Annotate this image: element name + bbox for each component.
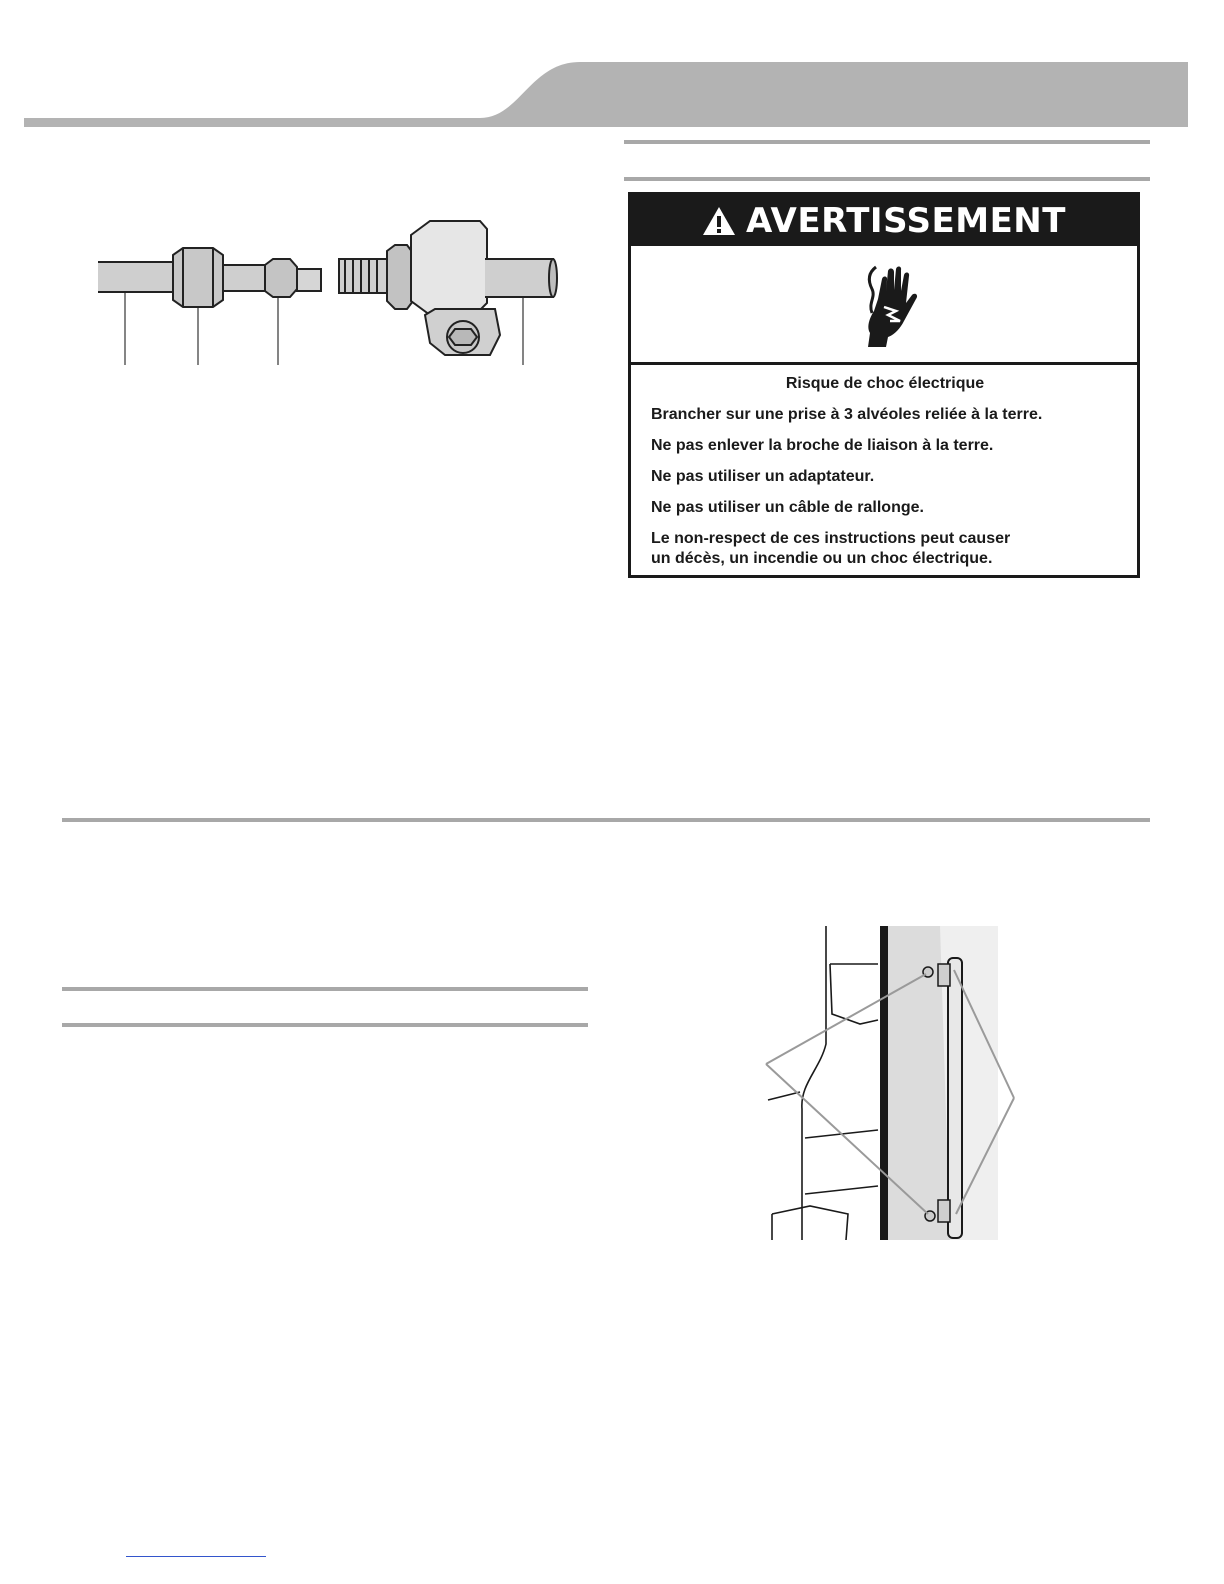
section-rule-top: [624, 140, 1150, 144]
warning-header: [631, 195, 1137, 246]
warning-header-text: AVERTISSEMENT: [746, 200, 1066, 241]
warning-line: Brancher sur une prise à 3 alvéoles reliée à la terre.: [651, 406, 1043, 423]
warning-body: [631, 365, 1137, 569]
warning-line: Ne pas enlever la broche de liaison à la terre.: [651, 437, 994, 454]
subsection-rule-bottom: [62, 1023, 588, 1027]
header-banner: [0, 0, 1224, 135]
warning-line: Ne pas utiliser un câble de rallonge.: [651, 499, 924, 516]
warning-title: Risque de choc électrique: [785, 375, 985, 392]
warning-triangle-icon: [702, 206, 736, 236]
section-divider: [62, 818, 1150, 822]
water-line-fitting-illustration: [95, 215, 565, 375]
subsection-rule-top: [62, 987, 588, 991]
section-rule-bottom: [624, 177, 1150, 181]
warning-line: Ne pas utiliser un adaptateur.: [651, 468, 875, 485]
warning-icon-row: [631, 246, 1137, 365]
electric-shock-hand-icon: [838, 259, 930, 349]
warning-consequence: [651, 529, 1119, 569]
door-handle-illustration: [760, 924, 1020, 1244]
warning-box: [628, 192, 1140, 578]
footer-link-underline[interactable]: [126, 1556, 266, 1557]
warning-consequence-line1: Le non-respect de ces instructions peut causer: [651, 530, 1011, 547]
warning-consequence-line2: un décès, un incendie ou un choc électrique.: [651, 550, 993, 567]
